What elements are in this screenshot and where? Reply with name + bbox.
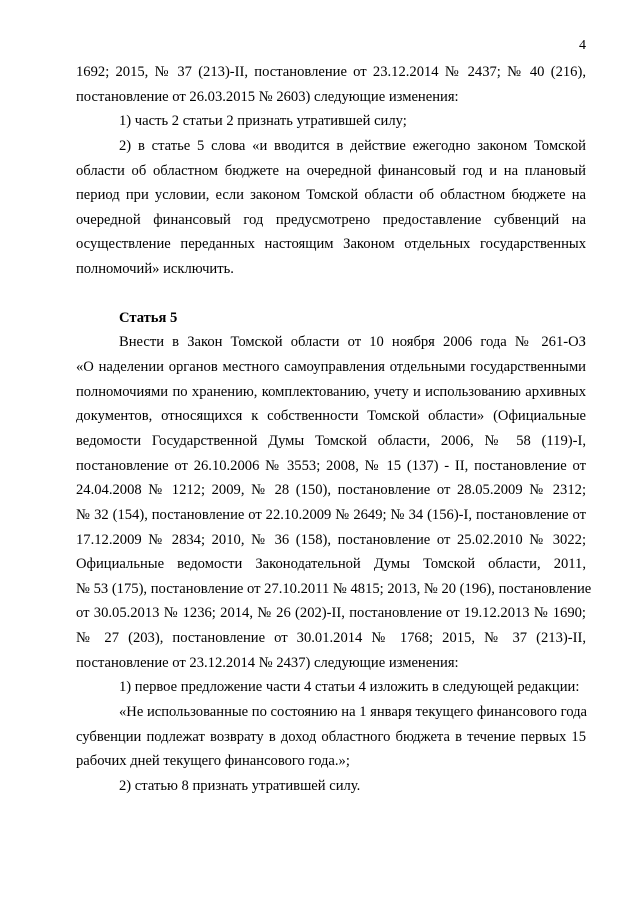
text-line: области об областном бюджете на очередной финансовый год и на плановый — [76, 162, 586, 179]
document-body — [76, 60, 592, 799]
page-number: 4 — [579, 38, 586, 53]
text-line: Официальные ведомости Законодательной Думы Томской области, 2011, — [76, 556, 586, 573]
text-line: постановление от 26.03.2015 № 2603) следующие изменения: — [76, 88, 459, 105]
text-line: № 32 (154), постановление от 22.10.2009 № 2649; № 34 (156)-I, постановление от — [76, 506, 586, 523]
text-line: полномочиями по хранению, комплектованию, учету и использованию архивных — [76, 383, 586, 400]
text-line: осуществление переданных настоящим Законом отдельных государственных — [76, 236, 586, 253]
quote-line: рабочих дней текущего финансового года.»; — [76, 753, 350, 770]
text-line: очередной финансовый год предусмотрено предоставление субвенций на — [76, 211, 586, 228]
text-line: период при условии, если законом Томской области об областном бюджете на — [76, 187, 586, 204]
section-spacer — [76, 282, 586, 306]
text-line: от 30.05.2013 № 1236; 2014, № 26 (202)-II, постановление от 19.12.2013 № 1690; — [76, 605, 586, 622]
text-line: 1692; 2015, № 37 (213)-II, постановление от 23.12.2014 № 2437; № 40 (216), — [76, 64, 586, 80]
text-line: Внести в Закон Томской области от 10 ноября 2006 года № 261-ОЗ — [119, 334, 586, 351]
text-line: «О наделении органов местного самоуправления отдельными государственными — [76, 359, 586, 376]
text-line: ведомости Государственной Думы Томской области, 2006, № 58 (119)-I, — [76, 432, 586, 449]
article-heading: Статья 5 — [119, 309, 178, 326]
list-item: 1) часть 2 статьи 2 признать утратившей силу; — [119, 113, 407, 130]
list-item: 1) первое предложение части 4 статьи 4 изложить в следующей редакции: — [119, 679, 580, 696]
text-line: 24.04.2008 № 1212; 2009, № 28 (150), постановление от 28.05.2009 № 2312; — [76, 482, 586, 499]
text-line: постановление от 23.12.2014 № 2437) следующие изменения: — [76, 654, 459, 671]
text-line: постановление от 26.10.2006 № 3553; 2008, № 15 (137) - II, постановление от — [76, 457, 586, 474]
text-line: документов, относящихся к собственности Томской области» (Официальные — [76, 408, 586, 425]
text-line: полномочий» исключить. — [76, 261, 234, 278]
text-line: № 53 (175), постановление от 27.10.2011 № 4815; 2013, № 20 (196), постановление — [76, 580, 592, 597]
quote-line: субвенции подлежат возврату в доход областного бюджета в течение первых 15 — [76, 728, 586, 745]
text-line: № 27 (203), постановление от 30.01.2014 № 1768; 2015, № 37 (213)-II, — [76, 630, 586, 647]
list-item: 2) статью 8 признать утратившей силу. — [119, 777, 361, 794]
text-line: 17.12.2009 № 2834; 2010, № 36 (158), постановление от 25.02.2010 № 3022; — [76, 531, 586, 548]
quote-line: «Не использованные по состоянию на 1 января текущего финансового года — [119, 704, 588, 721]
list-item: 2) в статье 5 слова «и вводится в действие ежегодно законом Томской — [119, 137, 586, 154]
